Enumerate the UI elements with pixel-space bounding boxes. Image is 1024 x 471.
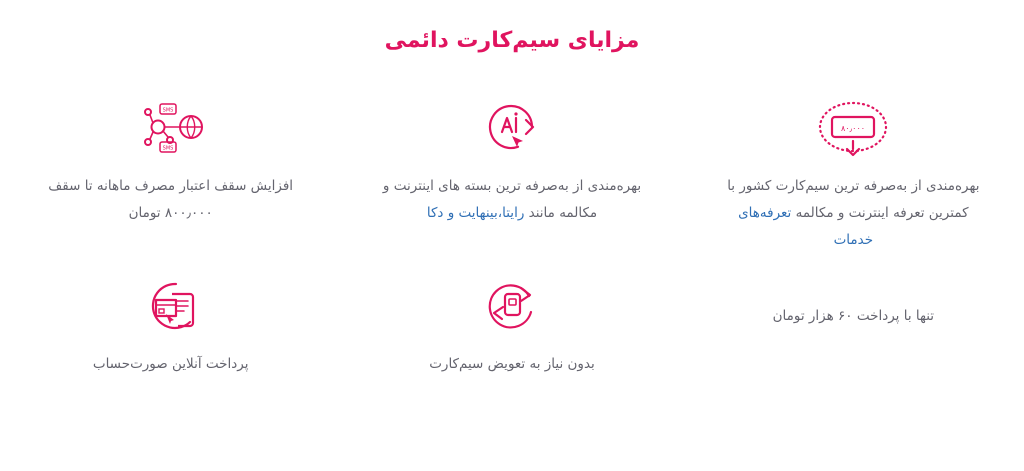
benefit-text: بهره‌مندی از به‌صرفه ترین سیم‌کارت کشور با کمترین تعرفه اینترنت و مکالمه (727, 178, 980, 221)
benefit-item (341, 255, 682, 415)
benefit-item (0, 95, 341, 255)
page-title: مزایای سیم‌کارت دائمی (384, 28, 640, 53)
benefit-text: بدون نیاز به تعویض سیم‌کارت (429, 356, 595, 372)
benefit-caption (34, 173, 307, 227)
benefit-item (0, 255, 341, 415)
benefit-caption (375, 173, 648, 227)
online-bill-payment-icon (136, 273, 206, 337)
benefit-item (683, 95, 1024, 255)
svg-text:۸۰٫۰۰۰: ۸۰٫۰۰۰ (841, 124, 866, 133)
benefit-text: تنها با پرداخت ۶۰ هزار تومان (772, 308, 935, 324)
monthly-credit-icon (134, 95, 208, 159)
benefit-caption (717, 173, 990, 254)
credit-limit-badge-icon (817, 95, 889, 159)
benefit-caption (773, 303, 934, 330)
benefit-caption (429, 351, 595, 378)
benefits-grid (0, 95, 1024, 415)
benefit-link[interactable]: رایتا،بینهایت و دکا (426, 205, 525, 221)
benefit-item (683, 255, 1024, 415)
benefit-text: پرداخت آنلاین صورت‌حساب (92, 356, 249, 372)
benefit-item (341, 95, 682, 255)
benefit-text: بهره‌مندی از به‌صرفه ترین بسته های اینترنت و مکالمه مانند (382, 178, 642, 221)
no-sim-replacement-icon (480, 273, 544, 337)
svg-text:SMS: SMS (162, 107, 174, 114)
svg-text:SMS: SMS (162, 145, 174, 152)
benefit-text: افزایش سقف اعتبار مصرف ماهانه تا سقف ۸۰۰٫۰۰۰ تومان (48, 178, 294, 221)
internet-package-cursor-icon (480, 95, 544, 159)
benefit-link[interactable]: تعرفه‌های خدمات (738, 205, 874, 248)
benefit-caption (93, 351, 249, 378)
